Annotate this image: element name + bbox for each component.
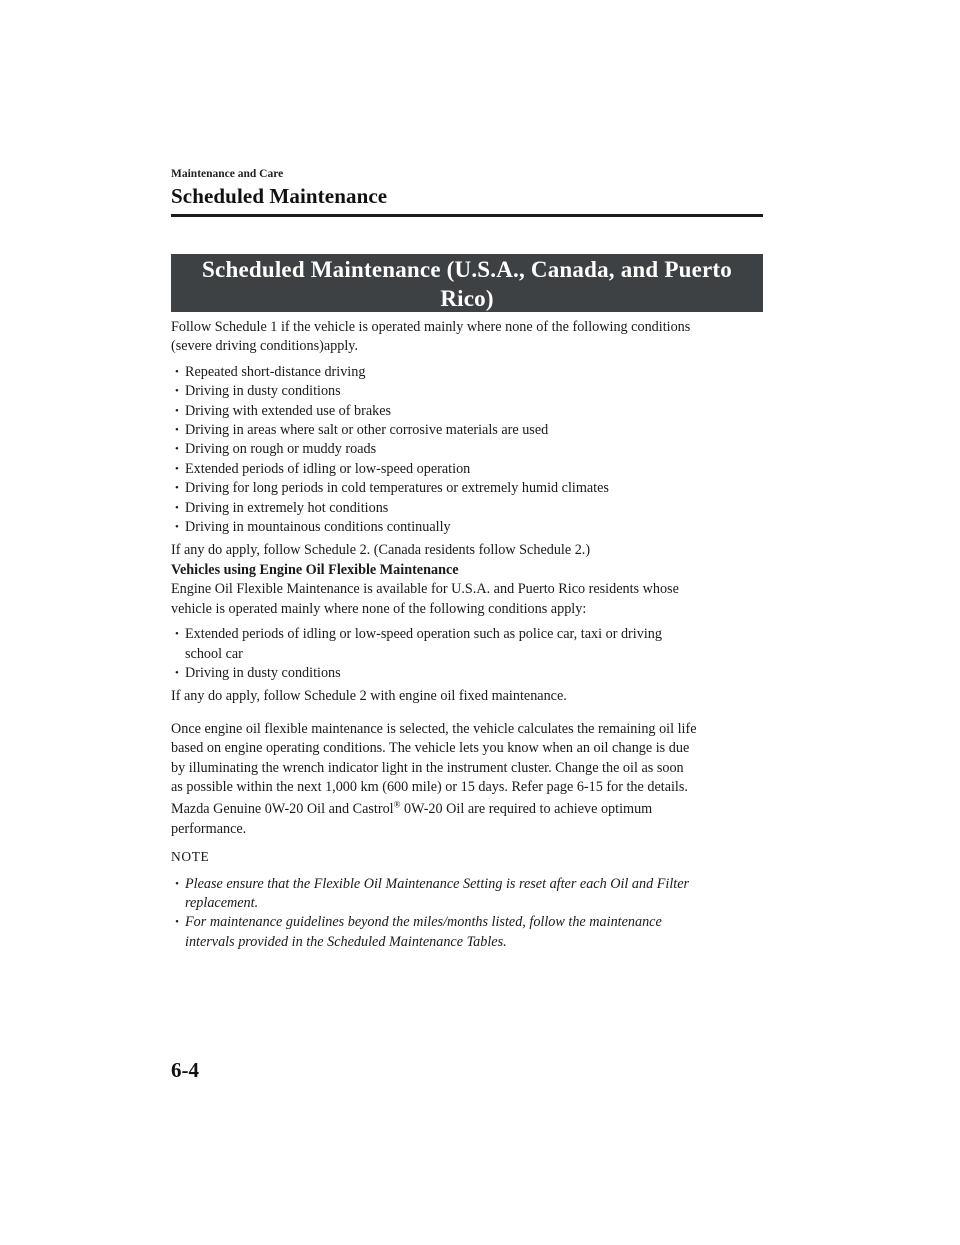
note-label: NOTE xyxy=(171,849,210,865)
list-item: • Repeated short-distance driving xyxy=(171,363,763,382)
bullet-icon: • xyxy=(175,916,179,929)
list-item: • Driving in dusty conditions xyxy=(171,664,763,683)
banner-line-2: Rico) xyxy=(440,286,494,311)
schedule-2-paragraph: If any do apply, follow Schedule 2. (Canada residents follow Schedule 2.) xyxy=(171,542,591,559)
bullet-icon: • xyxy=(175,404,179,417)
fixed-maintenance-paragraph: If any do apply, follow Schedule 2 with engine oil fixed maintenance. xyxy=(171,688,567,705)
list-item: • Driving in areas where salt or other corrosive materials are used xyxy=(171,421,763,440)
header-rule xyxy=(171,214,763,217)
bullet-icon: • xyxy=(175,666,179,679)
bullet-icon: • xyxy=(175,501,179,514)
bullet-icon: • xyxy=(175,521,179,534)
bullet-icon: • xyxy=(175,365,179,378)
note-list xyxy=(171,875,763,953)
list-item: • Driving for long periods in cold temperatures or extremely humid climates xyxy=(171,479,763,498)
list-item: • Please ensure that the Flexible Oil Maintenance Setting is reset after each Oil and Filter replacement. xyxy=(175,875,690,911)
severe-conditions-list xyxy=(171,363,763,538)
list-item: • For maintenance guidelines beyond the miles/months listed, follow the maintenance intervals provided in the Scheduled Maintenance Tables. xyxy=(175,914,662,950)
topic-banner xyxy=(171,254,763,312)
list-item: • Driving in mountainous conditions continually xyxy=(171,518,763,537)
banner-line-1: Scheduled Maintenance (U.S.A., Canada, and Puerto xyxy=(202,257,732,282)
spacer xyxy=(171,707,763,720)
oil-life-paragraph: Once engine oil flexible maintenance is selected, the vehicle calculates the remaining oil life based on engine operating conditions. The vehicle lets you know when an oil change is due by illuminating the wrench indicator light in the instrument cluster. Change the oil as soon as possible within the next 1,000 km (600 mile) or 15 days. Refer page 6-15 for the details. xyxy=(171,720,697,795)
body-text xyxy=(171,318,763,956)
list-item: • Driving on rough or muddy roads xyxy=(171,440,763,459)
bullet-icon: • xyxy=(175,628,179,641)
flexible-conditions-list xyxy=(171,625,763,683)
oil-spec-paragraph: Mazda Genuine 0W-20 Oil and Castrol® 0W-20 Oil are required to achieve optimum performance. xyxy=(171,799,653,837)
running-head: Maintenance and Care xyxy=(171,168,284,180)
bullet-icon: • xyxy=(175,385,179,398)
bullet-icon: • xyxy=(175,443,179,456)
bullet-icon: • xyxy=(175,877,179,890)
intro-paragraph: Follow Schedule 1 if the vehicle is operated mainly where none of the following conditions (severe driving conditions)apply. xyxy=(171,319,691,355)
list-item: • Driving with extended use of brakes xyxy=(171,402,763,421)
flexible-maintenance-paragraph: Engine Oil Flexible Maintenance is available for U.S.A. and Puerto Rico residents whose vehicle is operated mainly where none of the following conditions apply: xyxy=(171,581,679,617)
list-item: • Driving in extremely hot conditions xyxy=(171,499,763,518)
list-item: • Extended periods of idling or low-speed operation xyxy=(171,460,763,479)
page-number: 6-4 xyxy=(171,1058,199,1082)
bullet-icon: • xyxy=(175,424,179,437)
list-item: • Driving in dusty conditions xyxy=(171,382,763,401)
bullet-icon: • xyxy=(175,462,179,475)
flexible-maintenance-heading: Vehicles using Engine Oil Flexible Maintenance xyxy=(171,561,459,578)
registered-mark: ® xyxy=(393,799,401,810)
section-title: Scheduled Maintenance xyxy=(171,184,388,208)
bullet-icon: • xyxy=(175,482,179,495)
list-item: • Extended periods of idling or low-speed operation such as police car, taxi or driving school car xyxy=(175,626,662,662)
